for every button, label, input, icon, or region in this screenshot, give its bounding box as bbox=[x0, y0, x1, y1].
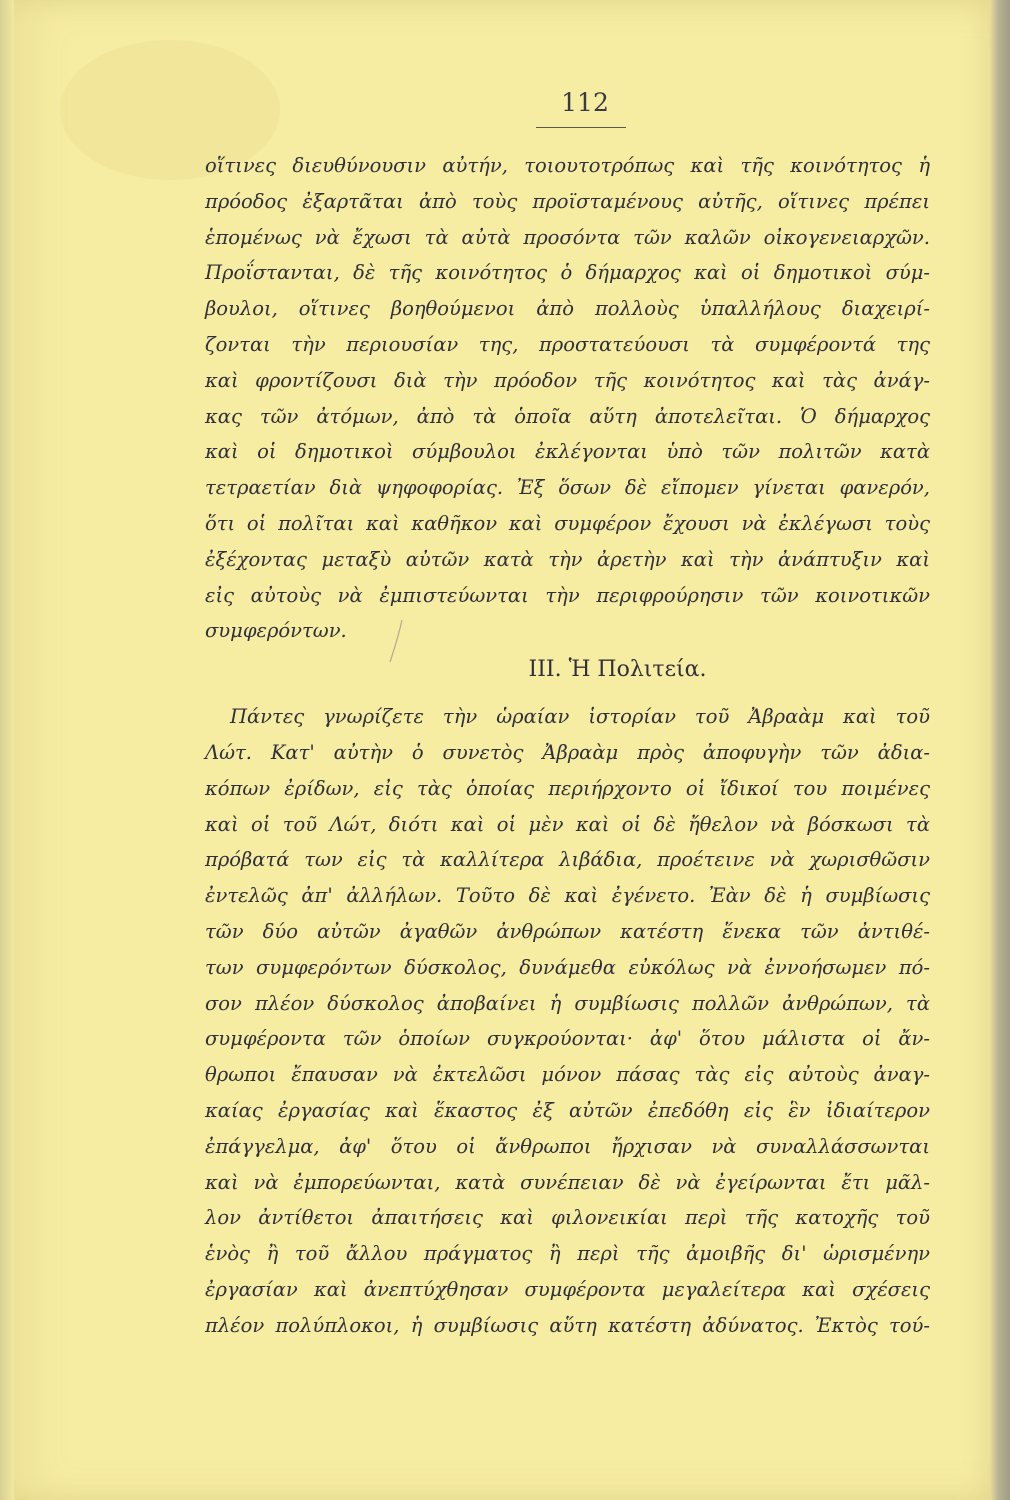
text-line: καὶ νὰ ἐμπορεύωνται, κατὰ συνέπειαν δὲ νὰ ἐγείρωνται ἔτι μᾶλ- bbox=[205, 1170, 930, 1194]
text-line: λον ἀντίθετοι ἀπαιτήσεις καὶ φιλονεικίαι περὶ τῆς κατοχῆς τοῦ bbox=[205, 1206, 930, 1230]
text-line: συμφερόντων. bbox=[205, 619, 347, 643]
text-line: ἐντελῶς ἀπ' ἀλλήλων. Τοῦτο δὲ καὶ ἐγένετο. Ἐὰν δὲ ἡ συμβίωσις bbox=[205, 884, 930, 908]
text-line: καὶ φροντίζουσι διὰ τὴν πρόοδον τῆς κοινότητος καὶ τὰς ἀνάγ- bbox=[205, 368, 930, 392]
section-heading: III. Ἡ Πολιτεία. bbox=[528, 657, 707, 683]
text-line: Πάντες γνωρίζετε τὴν ὡραίαν ἱστορίαν τοῦ Ἀβραὰμ καὶ τοῦ bbox=[230, 705, 930, 729]
text-line: ἑνὸς ἢ τοῦ ἄλλου πράγματος ἢ περὶ τῆς ἀμοιβῆς δι' ὡρισμένην bbox=[205, 1242, 930, 1266]
text-line: βουλοι, οἵτινες βοηθούμενοι ἀπὸ πολλοὺς ὑπαλλήλους διαχειρί- bbox=[205, 297, 930, 321]
text-line: ἑπομένως νὰ ἔχωσι τὰ αὐτὰ προσόντα τῶν καλῶν οἰκογενειαρχῶν. bbox=[205, 225, 930, 249]
text-line: Προΐστανται, δὲ τῆς κοινότητος ὁ δήμαρχος καὶ οἱ δημοτικοὶ σύμ- bbox=[205, 261, 930, 285]
text-line: ἐργασίαν καὶ ἀνεπτύχθησαν συμφέροντα μεγαλείτερα καὶ σχέσεις bbox=[205, 1277, 930, 1301]
text-line: πλέον πολύπλοκοι, ἡ συμβίωσις αὕτη κατέστη ἀδύνατος. Ἐκτὸς τού- bbox=[205, 1313, 930, 1337]
text-line: θρωποι ἔπαυσαν νὰ ἐκτελῶσι μόνον πάσας τὰς εἰς αὐτοὺς ἀναγ- bbox=[205, 1063, 930, 1087]
text-line: τῶν δύο αὐτῶν ἀγαθῶν ἀνθρώπων κατέστη ἕνεκα τῶν ἀντιθέ- bbox=[205, 919, 930, 943]
text-line: Λώτ. Κατ' αὐτὴν ὁ συνετὸς Ἀβραὰμ πρὸς ἀποφυγὴν τῶν ἀδια- bbox=[205, 740, 930, 764]
page-number-rule bbox=[536, 127, 626, 128]
text-line: οἵτινες διευθύνουσιν αὐτήν, τοιουτοτρόπως καὶ τῆς κοινότητος ἡ bbox=[205, 154, 930, 177]
page-number: 112 bbox=[561, 88, 609, 117]
text-body bbox=[205, 148, 930, 1344]
text-line: πρόβατά των εἰς τὰ καλλίτερα λιβάδια, προέτεινε νὰ χωρισθῶσιν bbox=[205, 848, 930, 872]
binding-edge bbox=[0, 0, 14, 1500]
paragraph-1 bbox=[205, 148, 930, 649]
text-line: τετραετίαν διὰ ψηφοφορίας. Ἐξ ὅσων δὲ εἴπομεν γίνεται φανερόν, bbox=[205, 476, 930, 500]
paragraph-2 bbox=[205, 699, 930, 1343]
text-line: ἐξέχοντας μεταξὺ αὐτῶν κατὰ τὴν ἀρετὴν καὶ τὴν ἀνάπτυξιν καὶ bbox=[205, 547, 930, 571]
text-line: κόπων ἐρίδων, εἰς τὰς ὁποίας περιήρχοντο οἱ ἴδικοί του ποιμένες bbox=[205, 776, 930, 800]
page-edge-shadow bbox=[990, 0, 1010, 1500]
text-line: ζονται τὴν περιουσίαν της, προστατεύουσι τὰ συμφέροντά της bbox=[205, 332, 930, 356]
text-line: ὅτι οἱ πολῖται καὶ καθῆκον καὶ συμφέρον ἔχουσι νὰ ἐκλέγωσι τοὺς bbox=[205, 511, 930, 535]
text-line: καὶ οἱ τοῦ Λώτ, διότι καὶ οἱ μὲν καὶ οἱ δὲ ἤθελον νὰ βόσκωσι τὰ bbox=[205, 812, 930, 836]
text-line: καὶ οἱ δημοτικοὶ σύμβουλοι ἐκλέγονται ὑπὸ τῶν πολιτῶν κατὰ bbox=[205, 440, 930, 464]
text-line: των συμφερόντων δύσκολος, δυνάμεθα εὐκόλως νὰ ἐννοήσωμεν πό- bbox=[205, 955, 930, 979]
text-line: καίας ἐργασίας καὶ ἕκαστος ἐξ αὐτῶν ἐπεδόθη εἰς ἓν ἰδιαίτερον bbox=[205, 1098, 930, 1122]
text-line: σον πλέον δύσκολος ἀποβαίνει ἡ συμβίωσις πολλῶν ἀνθρώπων, τὰ bbox=[205, 991, 930, 1015]
text-line: συμφέροντα τῶν ὁποίων συγκρούονται· ἀφ' ὅτου μάλιστα οἱ ἄν- bbox=[205, 1027, 930, 1051]
text-line: ἐπάγγελμα, ἀφ' ὅτου οἱ ἄνθρωποι ἤρχισαν νὰ συναλλάσσωνται bbox=[205, 1134, 930, 1158]
text-line: κας τῶν ἀτόμων, ἀπὸ τὰ ὁποῖα αὕτη ἀποτελεῖται. Ὁ δήμαρχος bbox=[205, 404, 930, 428]
text-line: εἰς αὐτοὺς νὰ ἐμπιστεύωνται τὴν περιφρούρησιν τῶν κοινοτικῶν bbox=[205, 583, 930, 607]
text-line: πρόοδος ἐξαρτᾶται ἀπὸ τοὺς προϊσταμένους αὐτῆς, οἵτινες πρέπει bbox=[205, 189, 930, 213]
